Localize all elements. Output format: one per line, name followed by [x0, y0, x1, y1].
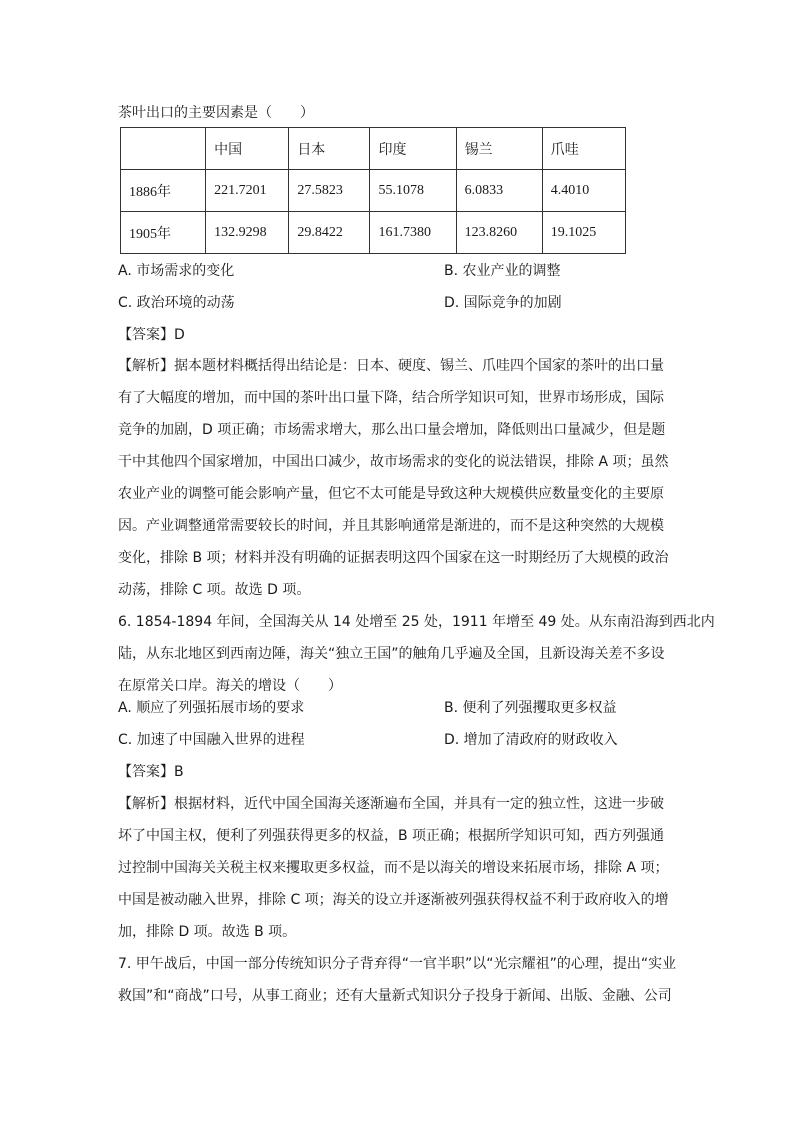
table-row: [121, 212, 626, 254]
stem-line: 在原常关口岸。海关的增设（ ）: [118, 678, 342, 694]
q5-option-b: B. 农业产业的调整: [444, 263, 561, 279]
q5-option-d: D. 国际竞争的加剧: [444, 295, 562, 311]
analysis-line: 动荡，排除 C 项。故选 D 项。: [118, 582, 311, 598]
q6-option-d: D. 增加了清政府的财政收入: [444, 732, 618, 748]
analysis-line: 加，排除 D 项。故选 B 项。: [118, 924, 297, 940]
table-cell: 29.8422: [289, 212, 370, 254]
analysis-line: 坏了中国主权，便利了列强获得更多的权益，B 项正确；根据所学知识可知，西方列强通: [118, 828, 665, 844]
stem-line: 7. 甲午战后，中国一部分传统知识分子背弃得“一官半职”以“光宗耀祖”的心理，提出“实业: [118, 956, 677, 972]
table-cell: 221.7201: [206, 170, 289, 212]
analysis-line: 因。产业调整通常需要较长的时间，并且其影响通常是渐进的，而不是这种突然的大规模: [118, 518, 664, 534]
stem-line: 陆，从东北地区到西南边陲，海关“独立王国”的触角几乎遍及全国，且新设海关差不多设: [118, 646, 665, 662]
q5-answer: 【答案】D: [118, 327, 185, 343]
q6-option-b: B. 便利了列强攫取更多权益: [444, 700, 617, 716]
table-cell: [121, 128, 206, 170]
table-cell: 123.8260: [456, 212, 542, 254]
table-row: [121, 170, 626, 212]
table-cell: 132.9298: [206, 212, 289, 254]
analysis-line: 农业产业的调整可能会影响产量，但它不太可能是导致这种大规模供应数量变化的主要原: [118, 486, 664, 502]
tea-export-table: [120, 127, 626, 254]
q6-option-c: C. 加速了中国融入世界的进程: [118, 732, 305, 748]
table-header-cell: 爪哇: [542, 128, 625, 170]
q5-option-a: A. 市场需求的变化: [118, 263, 235, 279]
table-cell: 6.0833: [456, 170, 542, 212]
table-header-cell: 日本: [289, 128, 370, 170]
analysis-line: 变化，排除 B 项；材料并没有明确的证据表明这四个国家在这一时期经历了大规模的政治: [118, 550, 669, 566]
analysis-line: 过控制中国海关关税主权来攫取更多权益，而不是以海关的增设来拓展市场，排除 A 项；: [118, 860, 669, 876]
table-header-row: [121, 128, 626, 170]
analysis-line: 有了大幅度的增加，而中国的茶叶出口量下降，结合所学知识可知，世界市场形成，国际: [118, 390, 664, 406]
table-cell: 1886年: [121, 170, 206, 212]
table-cell: 19.1025: [542, 212, 625, 254]
table-cell: 55.1078: [370, 170, 456, 212]
q6-option-a: A. 顺应了列强拓展市场的要求: [118, 700, 305, 716]
stem-line: 6. 1854-1894 年间，全国海关从 14 处增至 25 处，1911 年增至 49 处。从东南沿海到西北内: [118, 614, 715, 630]
q5-analysis: [118, 355, 674, 611]
table-cell: 1905年: [121, 212, 206, 254]
table-header-cell: 锡兰: [456, 128, 542, 170]
analysis-line: 干中其他四个国家增加，中国出口减少，故市场需求的变化的说法错误，排除 A 项；虽然: [118, 454, 669, 470]
analysis-line: 中国是被动融入世界，排除 C 项；海关的设立并逐渐被列强获得权益不利于政府收入的增: [118, 892, 669, 908]
q6-analysis: [118, 793, 674, 953]
table-cell: 27.5823: [289, 170, 370, 212]
q5-option-c: C. 政治环境的动荡: [118, 295, 235, 311]
q7-stem: [118, 953, 677, 1017]
analysis-line: 【解析】根据材料，近代中国全国海关逐渐遍布全国，并具有一定的独立性，这进一步破: [118, 796, 664, 812]
q5-stem-tail: 茶叶出口的主要因素是（ ）: [118, 105, 314, 121]
q6-stem: [118, 611, 715, 707]
analysis-line: 【解析】据本题材料概括得出结论是：日本、硬度、锡兰、爪哇四个国家的茶叶的出口量: [118, 358, 664, 374]
table-header-cell: 印度: [370, 128, 456, 170]
stem-line: 救国”和“商战”口号，从事工商业；还有大量新式知识分子投身于新闻、出版、金融、公司: [118, 988, 672, 1004]
table-cell: 4.4010: [542, 170, 625, 212]
q6-answer: 【答案】B: [118, 764, 184, 780]
analysis-line: 竞争的加剧，D 项正确；市场需求增大，那么出口量会增加，降低则出口量减少，但是题: [118, 422, 666, 438]
table-header-cell: 中国: [206, 128, 289, 170]
table-cell: 161.7380: [370, 212, 456, 254]
